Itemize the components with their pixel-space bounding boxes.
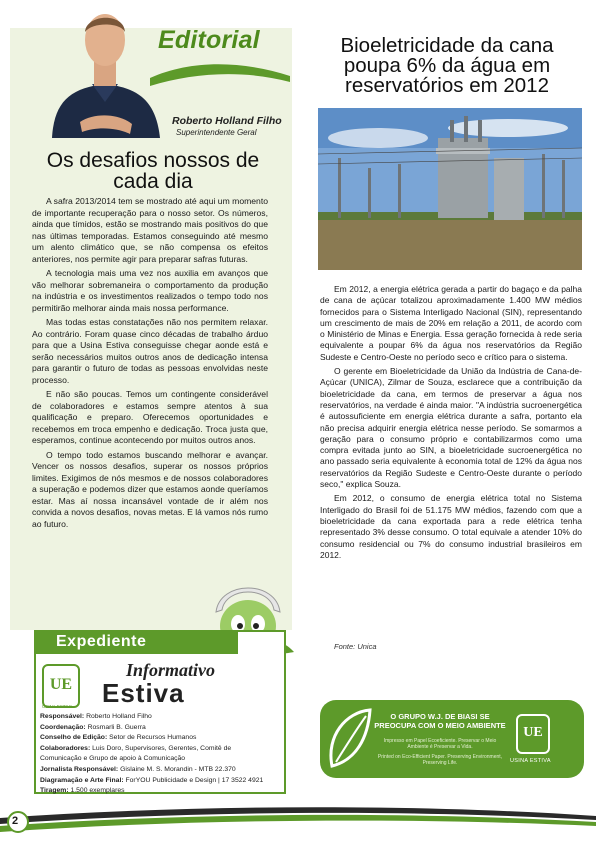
seal-brand: USINA ESTIVA — [510, 758, 551, 764]
article-paragraph: Em 2012, a energia elétrica gerada a partir do bagaço e da palha de cana de açúcar totalizou aproximadamente 1.400 MW médios fornecidos para o Sistema Interligado Nacional (SIN), representando um crescimento de mais de 20% em relação a 2011, de acordo com o Ministério de Minas e Energia. Essa geração fornecida à rede seria equivalente a poupar 6% da água nos reservatórios da Região Sudeste e Centro-Oeste no período seco e crítico para o sistema. — [320, 284, 582, 362]
credit-line: Coordenação: Rosmarli B. Guerra — [40, 723, 146, 731]
informativo-estiva-logo — [40, 660, 278, 712]
editorial-paragraph: E não são poucas. Temos um contingente considerável de colaboradores e estamos sempre atentos à sua qualificação e preparo. Oferecemos oportunidades e recebemos em troca empenho e dedicação. Troca justa que, esperamos, continue acontecendo por muitos outros anos. — [32, 389, 268, 445]
substation-photo — [318, 108, 582, 270]
eco-seal-en: Printed on Eco-Efficient Paper. Preserving Environment, Preserving Life. — [377, 754, 503, 766]
logo-name: Estiva — [102, 678, 185, 708]
eco-seal-title: O GRUPO W.J. DE BIASI SE PREOCUPA COM O MEIO AMBIENTE — [374, 712, 506, 730]
author-name: Roberto Holland Filho — [172, 115, 282, 127]
editorial-paragraph: A safra 2013/2014 tem se mostrado até aqui um momento de importante recuperação para o nosso setor. Os números, ainda que tímidos, estão se mostrando mais positivos do que nas últimas temporadas. Estamos conseguindo até mesmo um alento climático que, se não compensa os efeitos anteriores, nos permite agir para preparar safras futuras. — [32, 196, 268, 264]
editorial-paragraph: O tempo todo estamos buscando melhorar e avançar. Vencer os nossos desafios, superar os nossos próprios limites. Exigimos de nós mesmos e de nossos colaboradores a superação e podemos dizer que estamos aonde queríamos estar. Mas aí nossa incansável vontade de ir além nos convida a novos desafios, novas metas. E lá vamos nós rumo ao futuro. — [32, 449, 268, 529]
logo-script: Informativo — [126, 660, 216, 680]
editorial-body — [32, 196, 268, 533]
article-body — [320, 284, 582, 564]
credit-line: Colaboradores: Luis Doro, Supervisores, Gerentes, Comitê de — [40, 744, 232, 752]
logo-monogram: UE — [42, 664, 80, 708]
editorial-heading: Os desafios nossos de cada dia — [46, 149, 260, 193]
author-role: Superintendente Geral — [176, 128, 257, 137]
article-heading: Bioeletricidade da cana poupa 6% da água em reservatórios em 2012 — [340, 34, 554, 97]
expediente-title: Expediente — [56, 633, 147, 650]
logo-sub: USINA ESTIVA — [42, 704, 73, 709]
footer-swoosh — [0, 800, 596, 842]
editorial-title: Editorial — [158, 26, 260, 54]
credit-line: Jornalista Responsável: Gislaine M. S. Morandin - MTB 22.370 — [40, 765, 236, 773]
article-source: Fonte: Unica — [334, 642, 377, 651]
eco-seal-pt: Impresso em Papel Ecoeficiente. Preservar o Meio Ambiente é Preservar a Vida. — [383, 738, 497, 750]
article-paragraph: Em 2012, o consumo de energia elétrica total no Sistema Interligado do Brasil foi de 51.175 MW médios, fazendo com que a bioeletricidade da cana exportada para a rede elétrica tenha representado 3% desse consumo. O total equivale a atender 10% do consumo residencial ou 7% do consumo industrial brasileiros em 2012. — [320, 493, 582, 560]
editorial-paragraph: Mas todas estas constatações não nos permitem relaxar. Ao contrário. Foram quase cinco décadas de trabalho árduo para que a Usina Estiva conseguisse chegar aonde está e serão necessários muitos outros anos de dedicação intensa para garantir o futuro de todas as pessoas envolvidas neste processo. — [32, 317, 268, 385]
editorial-paragraph: A tecnologia mais uma vez nos auxilia em avanços que vão melhorar sobremaneira o comportamento da produção na indústria e os investimentos realizados o tempo todo nos permitirão melhorar ainda mais nossa performance. — [32, 268, 268, 313]
credit-line: Diagramação e Arte Final: ForYOU Publicidade e Design | 17 3522 4921 — [40, 776, 264, 784]
leaf-icon — [326, 706, 374, 772]
credit-line: Tiragem: 1.500 exemplares — [40, 787, 125, 795]
credit-line: Conselho de Edição: Setor de Recursos Humanos — [40, 734, 197, 742]
page-number: 2 — [12, 815, 19, 827]
article-paragraph: O gerente em Bioeletricidade da União da Indústria de Cana-de-Açúcar (UNICA), Zilmar de Souza, esclarece que a contribuição da bioeletricidade da cana, em termos de preservar a água nos reservatórios, na verdade é ainda maior. "A indústria sucroenergética é autossuficiente em energia elétrica durante a safra, portanto ela não precisa adquirir energia elétrica nesse período. Se somarmos a geração para o consumo próprio e contabilizarmos como uma compra evitada junto ao SIN, a bioeletricidade sucroenergética no ano passado seria equivalente à economia total de 12% da água nos reservatórios da Região Sudeste e Centro-Oeste durante o período seco," explica Souza. — [320, 366, 582, 490]
credit-line: Responsável: Roberto Holland Filho — [40, 713, 152, 720]
credit-line: Comunicação e Grupo de apoio à Comunicação — [40, 755, 186, 763]
seal-monogram: UE — [516, 714, 550, 754]
expediente-credits — [40, 712, 278, 797]
